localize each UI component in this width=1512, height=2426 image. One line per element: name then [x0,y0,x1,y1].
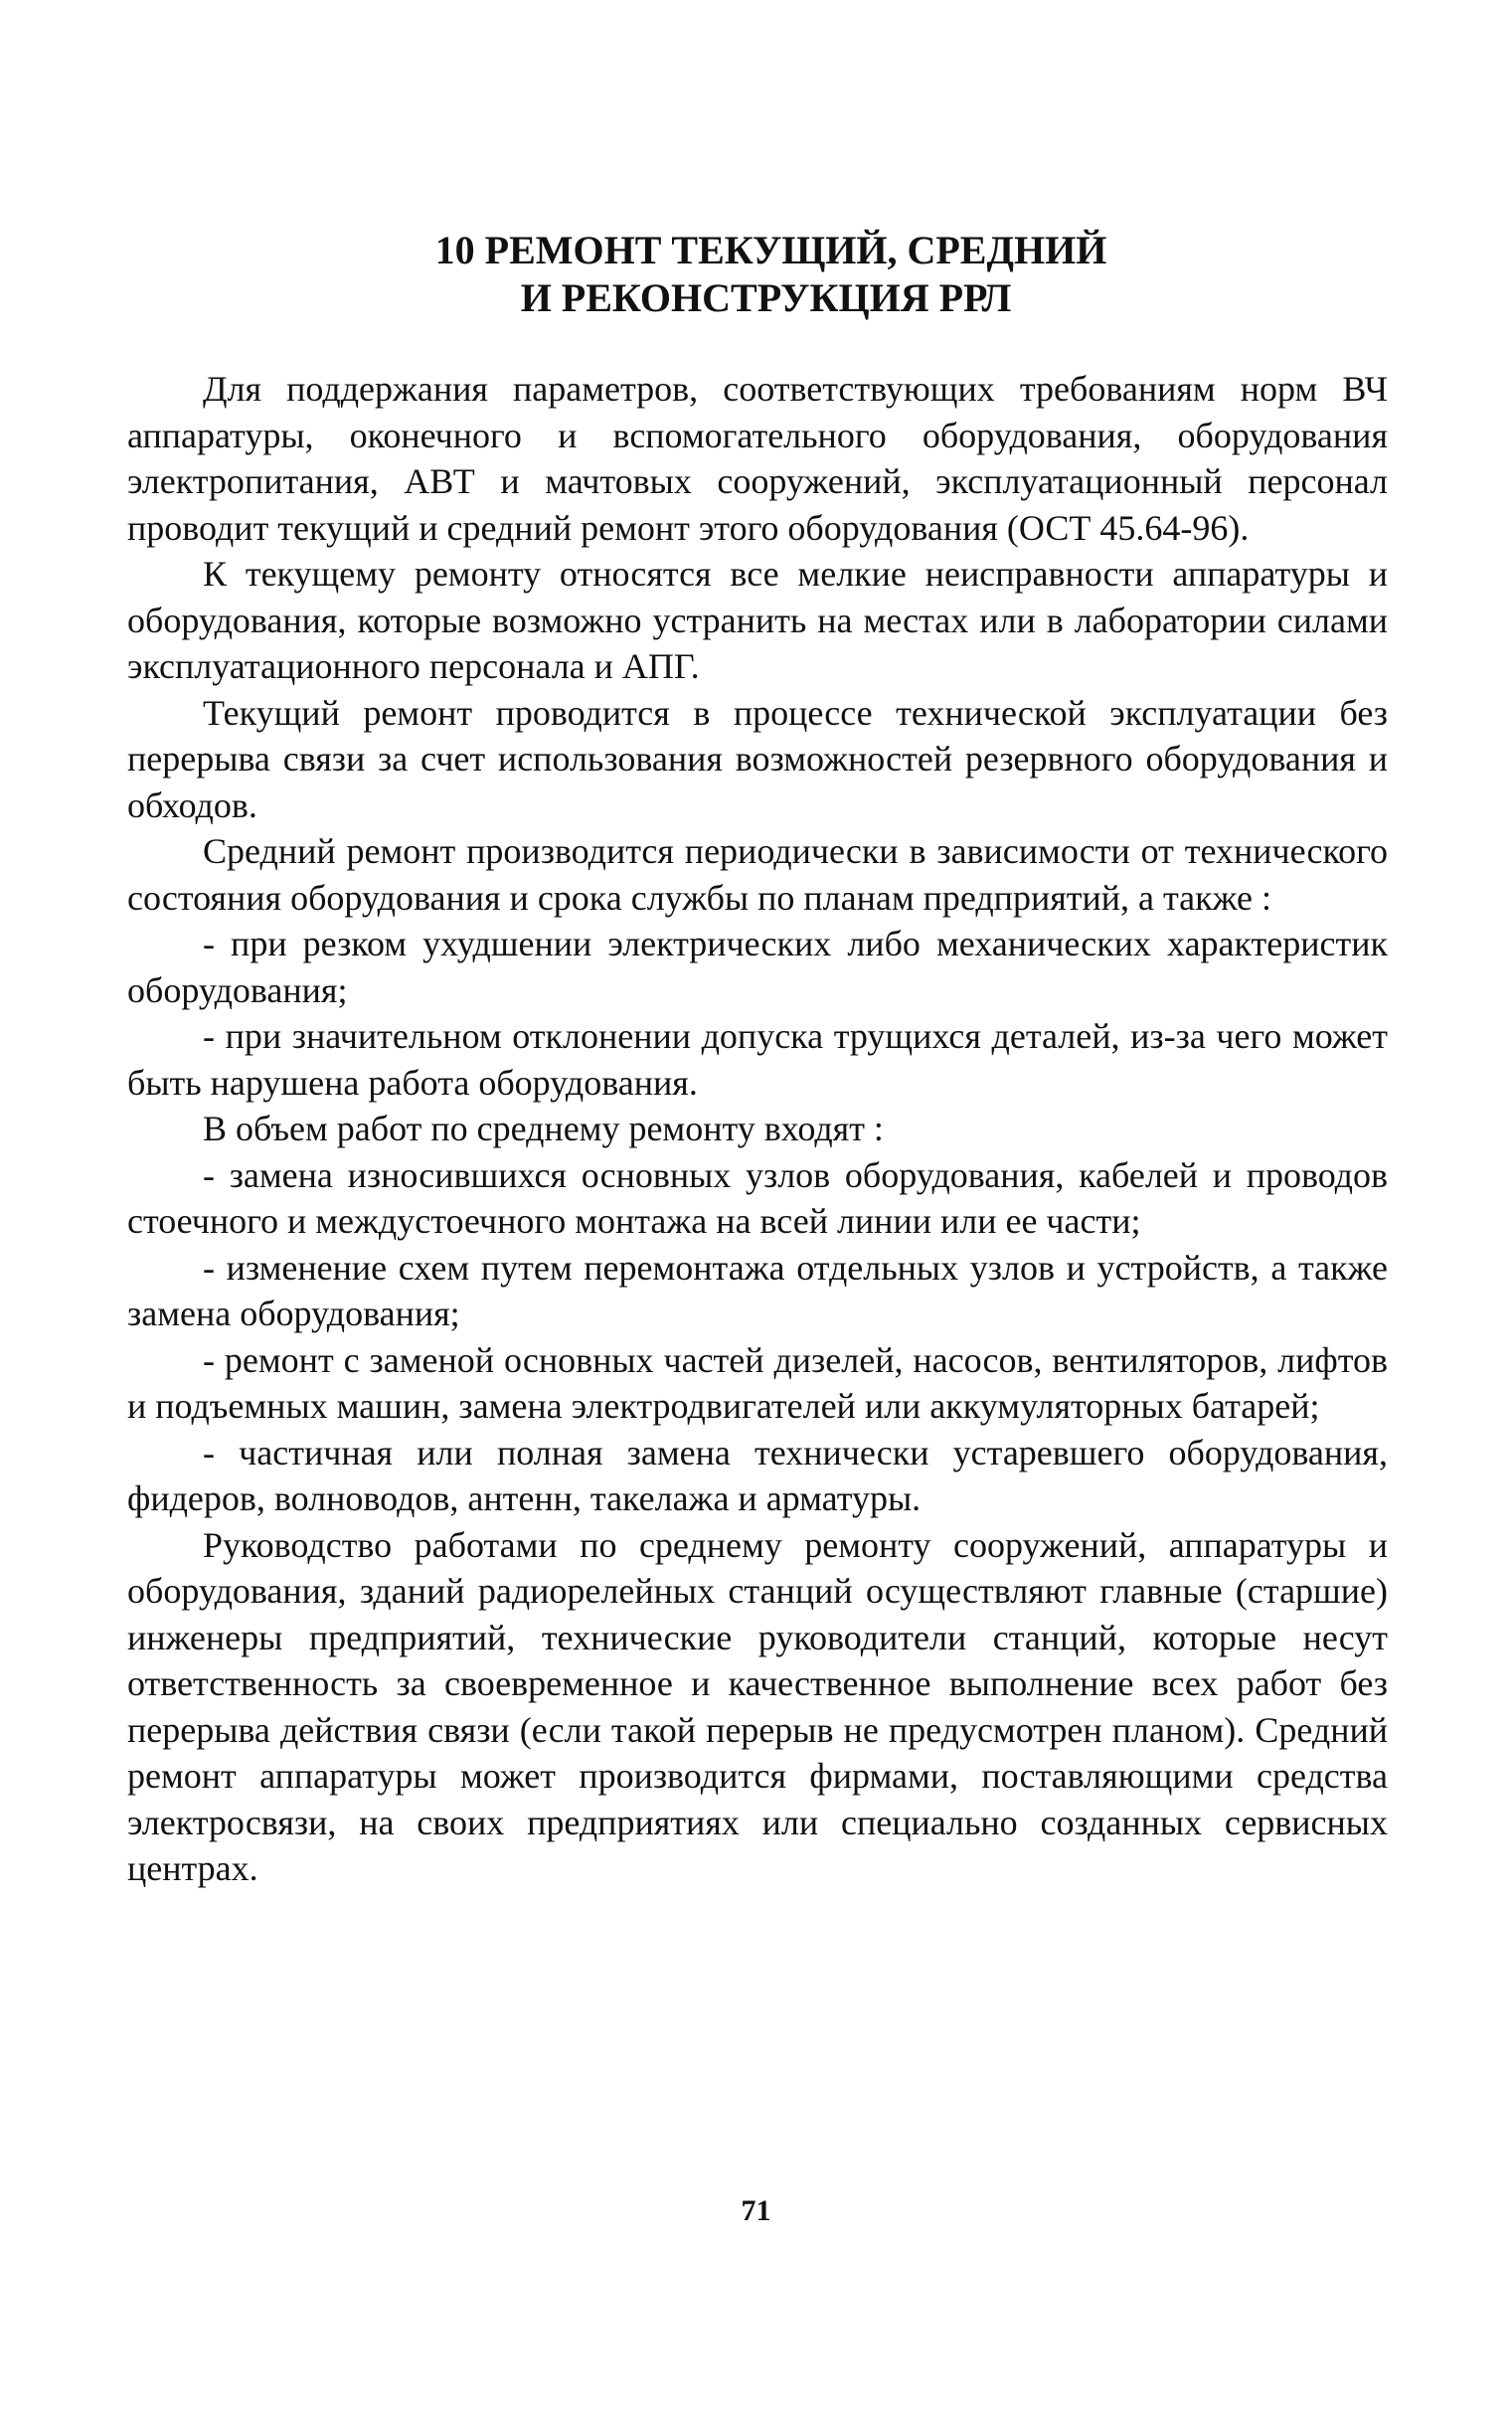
paragraph-management: Руководство работами по среднему ремонту сооружений, аппаратуры и оборудования, зданий радиорелейных станций осуществляют главные (старшие) инженеры предприятий, технические руководители станций, которые несут ответственность за своевременное и качественное выполнение всех работ без перерыва действия связи (если такой перерыв не предусмотрен планом). Средний ремонт аппаратуры может производится фирмами, поставляющими средства электросвязи, на своих предприятиях или специально созданных сервисных центрах. [127,1524,1388,1888]
paragraph-current-repair: К текущему ремонту относятся все мелкие неисправности аппаратуры и оборудования, которые возможно устранить на местах или в лаборатории силами эксплуатационного персонала и АПГ. [127,554,1388,686]
list-item-replace-outdated: - частичная или полная замена технически устаревшего оборудования, фидеров, волноводов, антенн, такелажа и арматуры. [127,1432,1388,1518]
list-item-repair-parts: - ремонт с заменой основных частей дизелей, насосов, вентиляторов, лифтов и подъемных машин, замена электродвигателей или аккумуляторных батарей; [127,1339,1388,1426]
chapter-title-line-2: И РЕКОНСТРУКЦИЯ РРЛ [520,275,1012,320]
chapter-title-line-1: 10 РЕМОНТ ТЕКУЩИЙ, СРЕДНИЙ [434,228,1107,272]
list-item-replace-units: - замена износившихся основных узлов оборудования, кабелей и проводов стоечного и междустоечного монтажа на всей линии или ее части; [127,1154,1388,1241]
body-text [127,366,1388,1892]
paragraph-medium-repair: Средний ремонт производится периодически в зависимости от технического состояния оборудования и срока службы по планам предприятий, а также : [127,831,1388,918]
list-item-change-schemes: - изменение схем путем перемонтажа отдельных узлов и устройств, а также замена оборудования; [127,1247,1388,1333]
page-number: 71 [741,2194,771,2227]
paragraph-scope: В объем работ по среднему ремонту входят : [203,1109,884,1148]
paragraph-current-repair-process: Текущий ремонт проводится в процессе технической эксплуатации без перерыва связи за счет использования возможностей резервного оборудования и обходов. [127,692,1388,825]
paragraph-intro: Для поддержания параметров, соответствующих требованиям норм ВЧ аппаратуры, оконечного и вспомогательного оборудования, оборудования электропитания, АВТ и мачтовых сооружений, эксплуатационный персонал проводит текущий и средний ремонт этого оборудования (ОСТ 45.64-96). [127,369,1388,548]
list-item-deterioration: - при резком ухудшении электрических либо механических характеристик оборудования; [127,924,1388,1010]
list-item-tolerance: - при значительном отклонении допуска трущихся деталей, из-за чего может быть нарушена работа оборудования. [127,1016,1388,1103]
